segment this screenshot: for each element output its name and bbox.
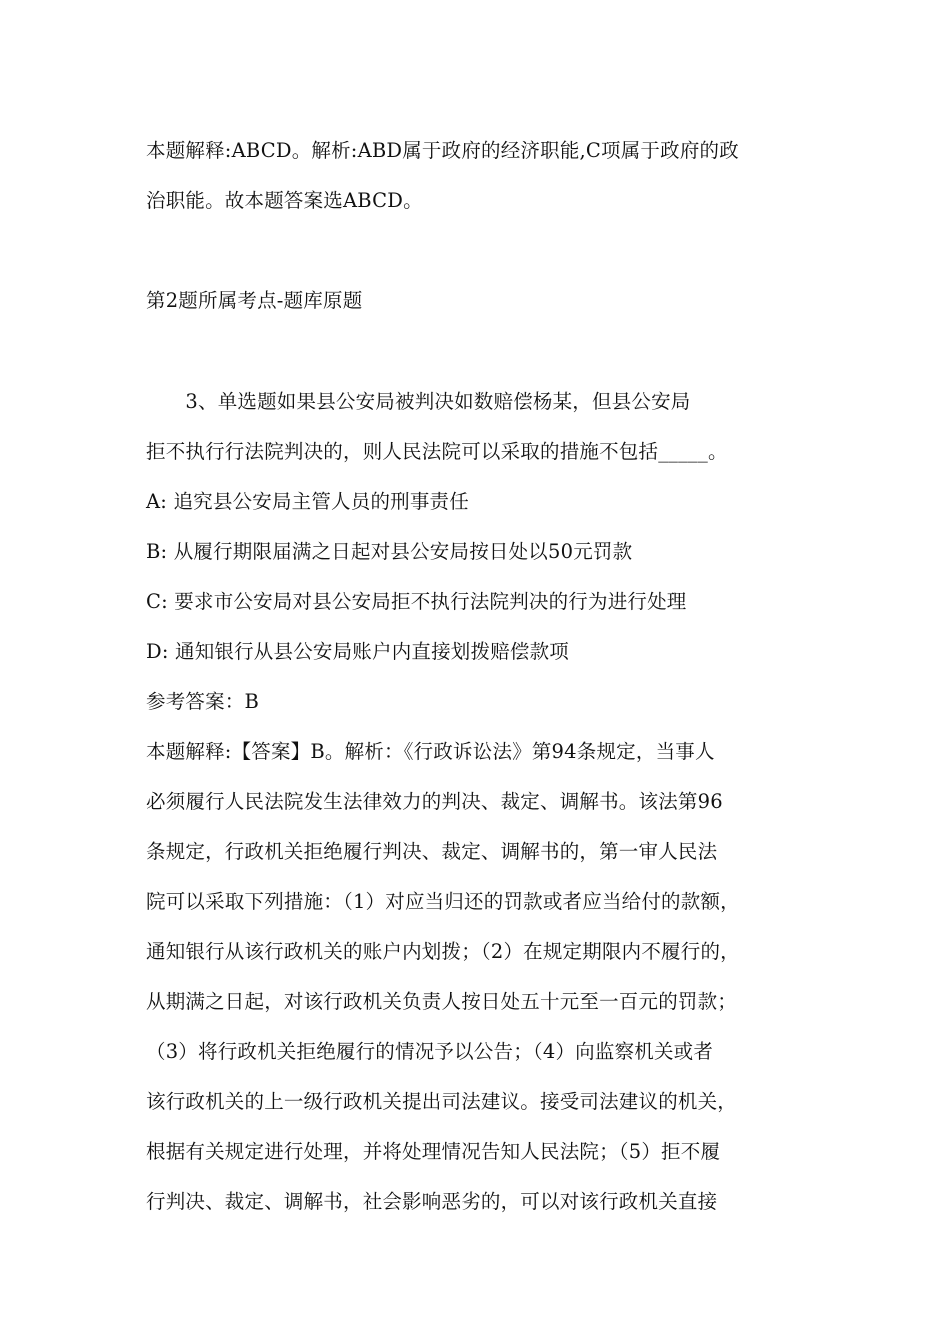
question-stem-line: 3、单选题如果县公安局被判决如数赔偿杨某，但县公安局 — [146, 390, 691, 413]
explanation-line: （3）将行政机关拒绝履行的情况予以公告；（4）向监察机关或者 — [146, 1040, 714, 1063]
prev-explanation-line: 本题解释:ABCD。解析:ABD属于政府的经济职能,C项属于政府的政 — [146, 139, 739, 162]
option-d: D: 通知银行从县公安局账户内直接划拨赔偿款项 — [146, 640, 570, 663]
explanation-line: 从期满之日起，对该行政机关负责人按日处五十元至一百元的罚款； — [146, 990, 738, 1013]
explanation-line: 条规定，行政机关拒绝履行判决、裁定、调解书的，第一审人民法 — [146, 840, 718, 863]
explanation-line: 该行政机关的上一级行政机关提出司法建议。接受司法建议的机关， — [146, 1090, 738, 1113]
option-a: A: 追究县公安局主管人员的刑事责任 — [146, 490, 469, 513]
option-b: B: 从履行期限届满之日起对县公安局按日处以50元罚款 — [146, 540, 633, 563]
reference-answer: 参考答案：B — [146, 690, 260, 713]
prev-explanation-line: 治职能。故本题答案选ABCD。 — [146, 189, 423, 212]
knowledge-point-heading: 第2题所属考点-题库原题 — [146, 289, 363, 312]
explanation-line: 行判决、裁定、调解书，社会影响恶劣的，可以对该行政机关直接 — [146, 1190, 718, 1213]
option-c: C: 要求市公安局对县公安局拒不执行法院判决的行为进行处理 — [146, 590, 687, 613]
explanation-line: 必须履行人民法院发生法律效力的判决、裁定、调解书。该法第96 — [146, 790, 723, 813]
explanation-line: 根据有关规定进行处理，并将处理情况告知人民法院；（5）拒不履 — [146, 1140, 721, 1163]
question-stem-line: 拒不执行行法院判决的，则人民法院可以采取的措施不包括_____。 — [146, 440, 728, 463]
explanation-line: 院可以采取下列措施：（1）对应当归还的罚款或者应当给付的款额， — [146, 890, 740, 913]
explanation-line: 通知银行从该行政机关的账户内划拨；（2）在规定期限内不履行的， — [146, 940, 740, 963]
explanation-line: 本题解释:【答案】B。解析：《行政诉讼法》第94条规定，当事人 — [146, 740, 715, 763]
